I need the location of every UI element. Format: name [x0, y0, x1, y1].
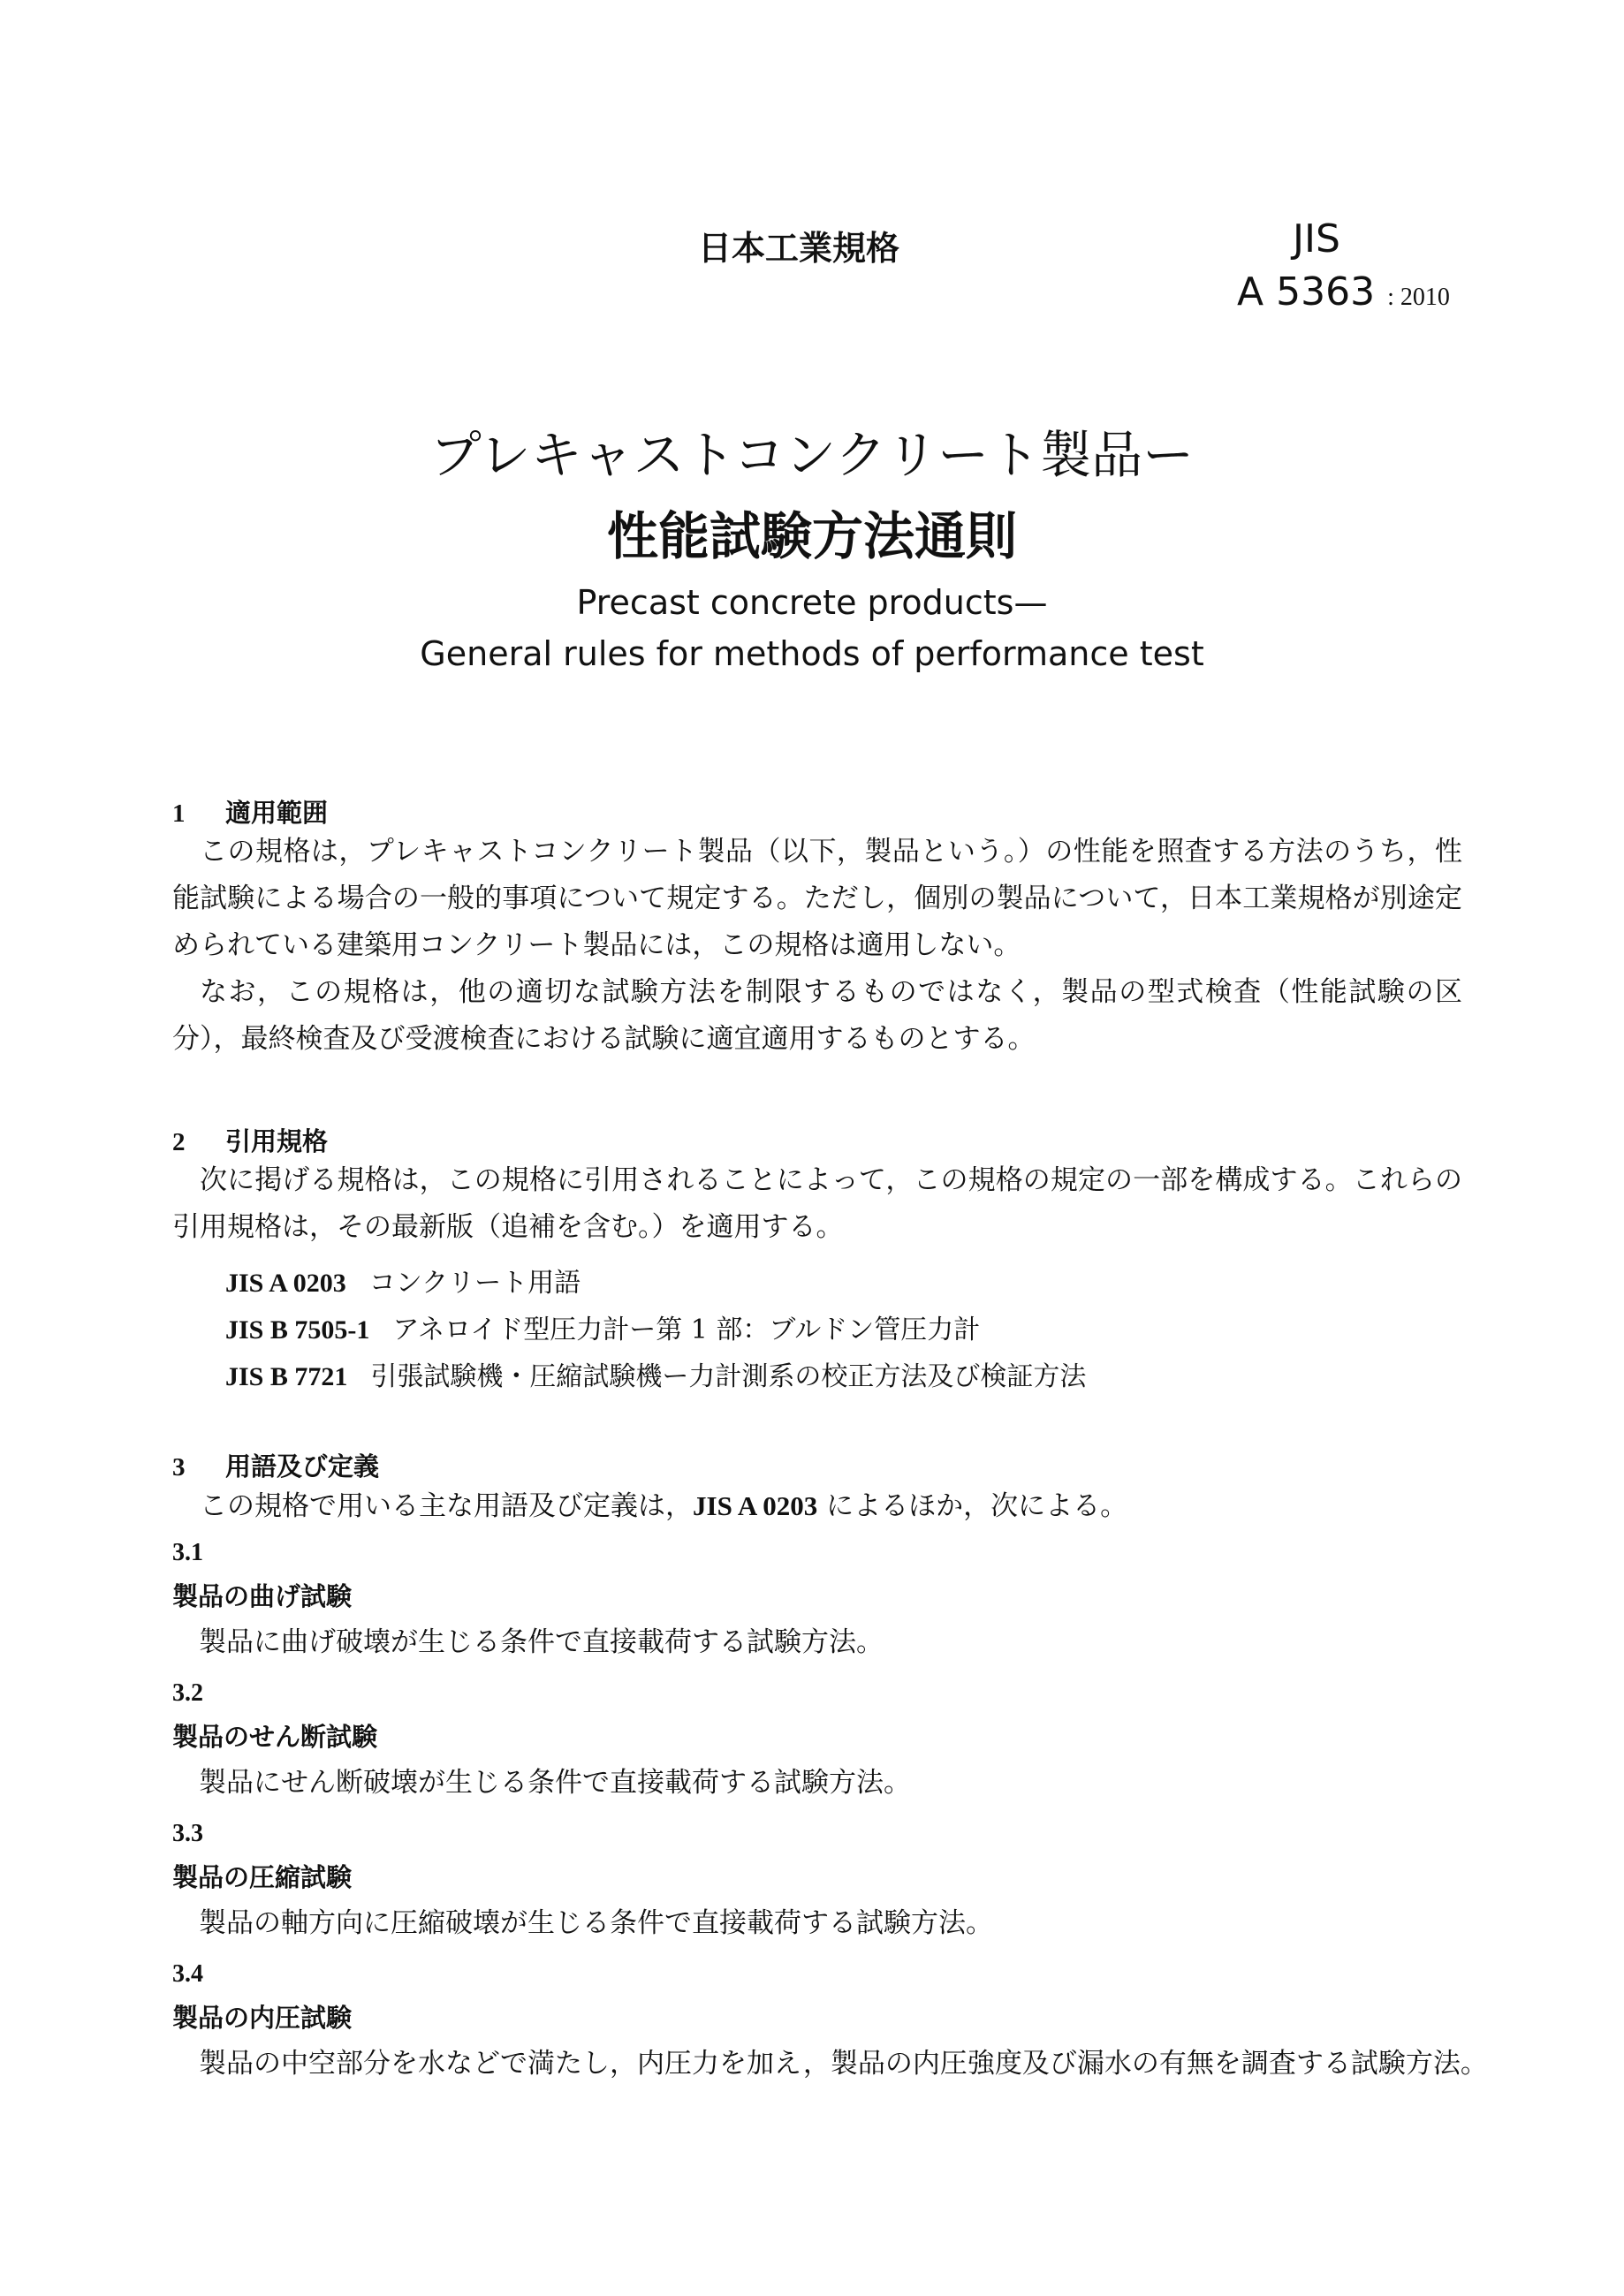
intro-code: JIS A 0203: [693, 1490, 818, 1521]
section-title: 引用規格: [225, 1126, 329, 1156]
section-number: 3: [172, 1453, 186, 1481]
title-en-line1: Precast concrete products—: [576, 583, 1048, 622]
term-name: 製品の曲げ試験: [172, 1581, 353, 1611]
section-title: 適用範囲: [225, 798, 329, 828]
term-name: 製品の内圧試験: [172, 2003, 353, 2033]
reference-title: コンクリート用語: [368, 1268, 581, 1299]
term-number: 3.4: [172, 1960, 203, 1988]
title-ja-line1: プレキャストコンクリート製品ー: [429, 425, 1195, 485]
section-1-paragraph-1: この規格は，プレキャストコンクリート製品（以下，製品という。）の性能を照査する方法のうち，性能試験による場合の一般的事項について規定する。ただし，個別の製品について，日本工業規格が別途定められている建築用コンクリート製品には，この規格は適用しない。: [172, 836, 1462, 961]
reference-item: [225, 1354, 1086, 1393]
reference-code: JIS B 7505-1: [225, 1315, 370, 1345]
reference-item: [225, 1261, 581, 1300]
title-ja-line2: 性能試験方法通則: [606, 506, 1017, 566]
reference-code: JIS B 7721: [225, 1362, 348, 1391]
term-definition: 製品の中空部分を水などで満たし，内圧力を加え，製品の内圧強度及び漏水の有無を調査する試験方法。: [199, 2048, 1488, 2080]
section-2-heading: [172, 1122, 328, 1158]
standard-number-line: [1237, 269, 1450, 314]
term-definition: 製品に曲げ破壊が生じる条件で直接載荷する試験方法。: [199, 1626, 884, 1658]
term-number: 3.1: [172, 1539, 203, 1566]
reference-title: アネロイド型圧力計ー第 1 部：ブルドン管圧力計: [392, 1315, 981, 1345]
title-en-line2: General rules for methods of performance test: [420, 634, 1204, 673]
section-3-intro: [172, 1482, 1462, 1530]
term-number: 3.2: [172, 1679, 203, 1707]
standard-number: A 5363: [1237, 269, 1376, 314]
standard-name: 日本工業規格: [698, 229, 900, 268]
term-name: 製品の圧縮試験: [172, 1862, 353, 1892]
reference-code: JIS A 0203: [225, 1269, 346, 1298]
reference-title: 引張試験機・圧縮試験機ー力計測系の校正方法及び検証方法: [370, 1361, 1087, 1392]
section-3-heading: [172, 1447, 379, 1483]
term-definition: 製品の軸方向に圧縮破壊が生じる条件で直接載荷する試験方法。: [199, 1907, 993, 1939]
section-number: 1: [172, 799, 186, 828]
term-definition: 製品にせん断破壊が生じる条件で直接載荷する試験方法。: [199, 1767, 911, 1799]
jis-label: JIS: [1293, 216, 1340, 261]
section-1-heading: [172, 793, 328, 830]
reference-item: [225, 1307, 980, 1346]
intro-text: この規格で用いる主な用語及び定義は，: [200, 1490, 693, 1522]
standard-year: : 2010: [1387, 284, 1450, 311]
intro-text-end: によるほか，次による。: [817, 1490, 1128, 1522]
section-number: 2: [172, 1128, 186, 1156]
section-title: 用語及び定義: [225, 1451, 380, 1481]
section-2-paragraph: 次に掲げる規格は，この規格に引用されることによって，この規格の規定の一部を構成する。これらの引用規格は，その最新版（追補を含む。）を適用する。: [172, 1164, 1463, 1243]
term-name: 製品のせん断試験: [172, 1722, 378, 1752]
section-1-paragraph-2: なお，この規格は，他の適切な試験方法を制限するものではなく，製品の型式検査（性能試験の区分），最終検査及び受渡検査における試験に適宜適用するものとする。: [172, 976, 1462, 1055]
term-number: 3.3: [172, 1820, 203, 1847]
